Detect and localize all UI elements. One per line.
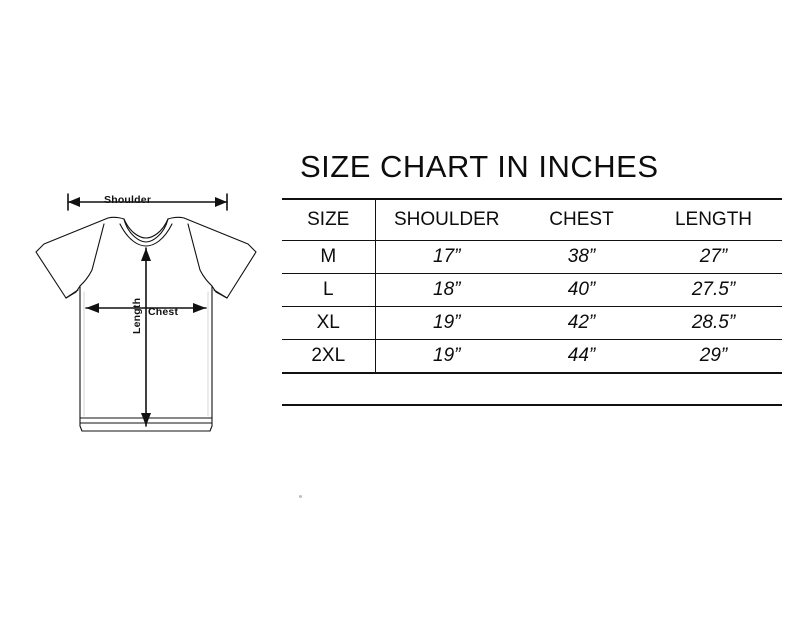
cell-chest: 38”: [518, 241, 645, 274]
table-row: [282, 340, 782, 374]
figure-label-shoulder: Shoulder: [104, 194, 152, 206]
t-shirt-outline-svg: [20, 186, 270, 451]
size-chart-table: [282, 198, 782, 374]
table-row: [282, 307, 782, 340]
column-header-length: LENGTH: [645, 199, 782, 241]
cell-shoulder: 19”: [375, 340, 518, 374]
figure-label-chest: Chest: [148, 306, 179, 318]
column-header-shoulder: SHOULDER: [375, 199, 518, 241]
column-header-size: SIZE: [282, 199, 375, 241]
table-row: [282, 274, 782, 307]
cell-shoulder: 17”: [375, 241, 518, 274]
image-speck: [299, 495, 302, 498]
table-bottom-rule: [282, 404, 782, 406]
column-header-chest: CHEST: [518, 199, 645, 241]
cell-shoulder: 19”: [375, 307, 518, 340]
cell-size: M: [282, 241, 375, 274]
cell-chest: 44”: [518, 340, 645, 374]
cell-length: 27”: [645, 241, 782, 274]
cell-chest: 40”: [518, 274, 645, 307]
figure-label-length: Length: [131, 297, 143, 334]
cell-length: 27.5”: [645, 274, 782, 307]
cell-size: 2XL: [282, 340, 375, 374]
size-chart-block: [282, 150, 782, 406]
table-row: [282, 241, 782, 274]
cell-length: 29”: [645, 340, 782, 374]
cell-length: 28.5”: [645, 307, 782, 340]
cell-chest: 42”: [518, 307, 645, 340]
cell-size: XL: [282, 307, 375, 340]
cell-size: L: [282, 274, 375, 307]
cell-shoulder: 18”: [375, 274, 518, 307]
t-shirt-diagram: [20, 186, 270, 451]
page-title: SIZE CHART IN INCHES: [300, 149, 659, 184]
table-header-row: [282, 199, 782, 241]
